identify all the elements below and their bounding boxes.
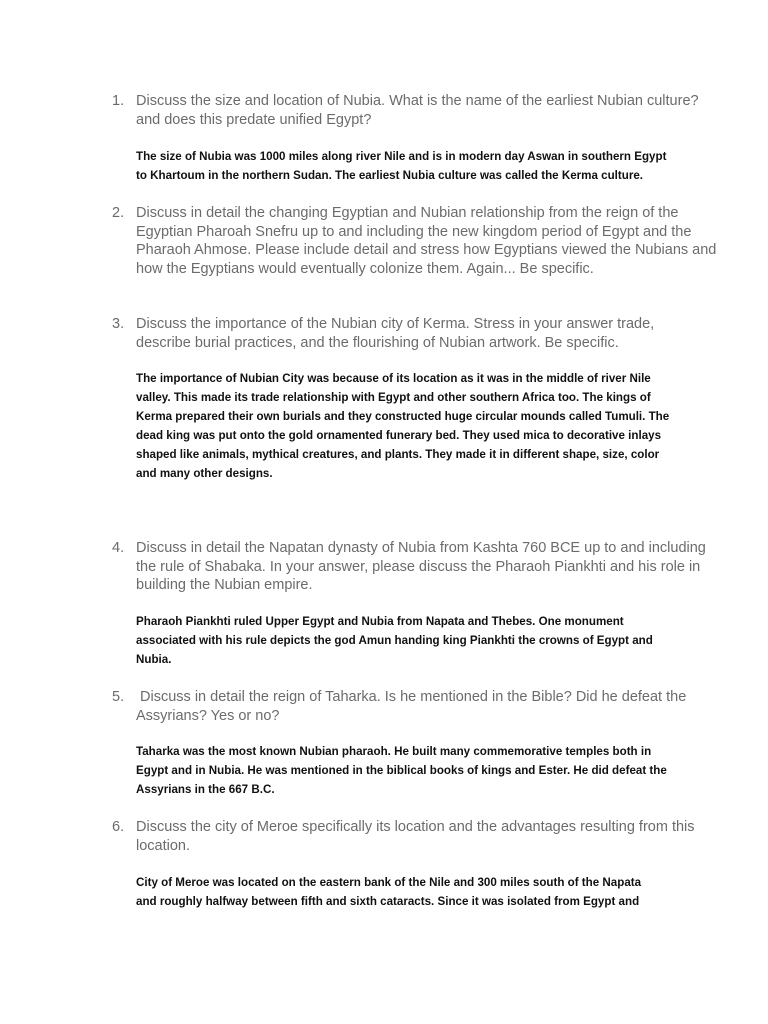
question-text: [136, 539, 706, 595]
answer-line: to Khartoum in the northern Sudan. The earliest Nubia culture was called the Kerma culture.: [136, 169, 644, 182]
item-number: 6.: [112, 819, 125, 835]
question-line: describe burial practices, and the flourishing of Nubian artwork. Be specific.: [136, 334, 619, 351]
answer-line: City of Meroe was located on the eastern bank of the Nile and 300 miles south of the Napata: [136, 876, 642, 889]
answer-text: [136, 147, 696, 185]
question-text: [136, 204, 717, 278]
answer-line: The size of Nubia was 1000 miles along river Nile and is in modern day Aswan in southern Egypt: [136, 150, 667, 163]
answer-line: Nubia.: [136, 653, 172, 666]
answer-text: [136, 873, 696, 911]
item-number: 1.: [112, 93, 125, 109]
question-line: location.: [136, 837, 191, 854]
question-line: Egyptian Pharoah Snefru up to and including the new kingdom period of Egypt and the: [136, 223, 692, 240]
answer-line: valley. This made its trade relationship with Egypt and other southern Africa too. The kings of: [136, 391, 651, 404]
answer-line: associated with his rule depicts the god Amun handing king Piankhti the crowns of Egypt and: [136, 634, 653, 647]
answer-text: [136, 612, 696, 669]
question-line: how the Egyptians would eventually colonize them. Again... Be specific.: [136, 260, 594, 277]
answer-text: [136, 742, 696, 799]
item-number: 4.: [112, 540, 125, 556]
question-line: Discuss in detail the changing Egyptian and Nubian relationship from the reign of the: [136, 205, 679, 221]
question-text: [136, 688, 696, 725]
answer-line: Egypt and in Nubia. He was mentioned in the biblical books of kings and Ester. He did defeat the: [136, 764, 667, 777]
question-line: Discuss in detail the reign of Taharka. Is he mentioned in the Bible? Did he defeat the: [136, 689, 687, 705]
question-line: Discuss the size and location of Nubia. What is the name of the earliest Nubian culture?: [136, 93, 699, 109]
answer-line: The importance of Nubian City was because of its location as it was in the middle of river Nile: [136, 372, 651, 385]
answer-line: and roughly halfway between fifth and sixth cataracts. Since it was isolated from Egypt and: [136, 895, 640, 908]
answer-line: Taharka was the most known Nubian pharaoh. He built many commemorative temples both in: [136, 745, 652, 758]
answer-line: and many other designs.: [136, 467, 273, 480]
question-line: the rule of Shabaka. In your answer, please discuss the Pharaoh Piankhti and his role in: [136, 558, 701, 575]
question-line: building the Nubian empire.: [136, 577, 313, 593]
answer-line: Kerma prepared their own burials and they constructed huge circular mounds called Tumuli. The: [136, 410, 670, 423]
item-number: 3.: [112, 316, 125, 332]
answer-line: dead king was put onto the gold ornamented funerary bed. They used mica to decorative inlays: [136, 429, 662, 442]
answer-line: shaped like animals, mythical creatures, and plants. They made it in different shape, size, color: [136, 448, 660, 461]
question-text: [136, 315, 696, 352]
question-line: Discuss in detail the Napatan dynasty of Nubia from Kashta 760 BCE up to and including: [136, 540, 706, 556]
item-number: 5.: [112, 689, 125, 705]
answer-line: Pharaoh Piankhti ruled Upper Egypt and Nubia from Napata and Thebes. One monument: [136, 615, 624, 628]
question-line: Pharaoh Ahmose. Please include detail and stress how Egyptians viewed the Nubians and: [136, 242, 717, 258]
question-line: Assyrians? Yes or no?: [136, 707, 280, 724]
item-number: 2.: [112, 205, 125, 221]
question-text: [136, 92, 699, 129]
question-text: [136, 818, 696, 855]
question-line: Discuss the city of Meroe specifically its location and the advantages resulting from this: [136, 819, 695, 835]
question-line: and does this predate unified Egypt?: [136, 111, 372, 128]
question-line: Discuss the importance of the Nubian city of Kerma. Stress in your answer trade,: [136, 316, 655, 332]
answer-text: [136, 369, 696, 483]
answer-line: Assyrians in the 667 B.C.: [136, 783, 275, 796]
